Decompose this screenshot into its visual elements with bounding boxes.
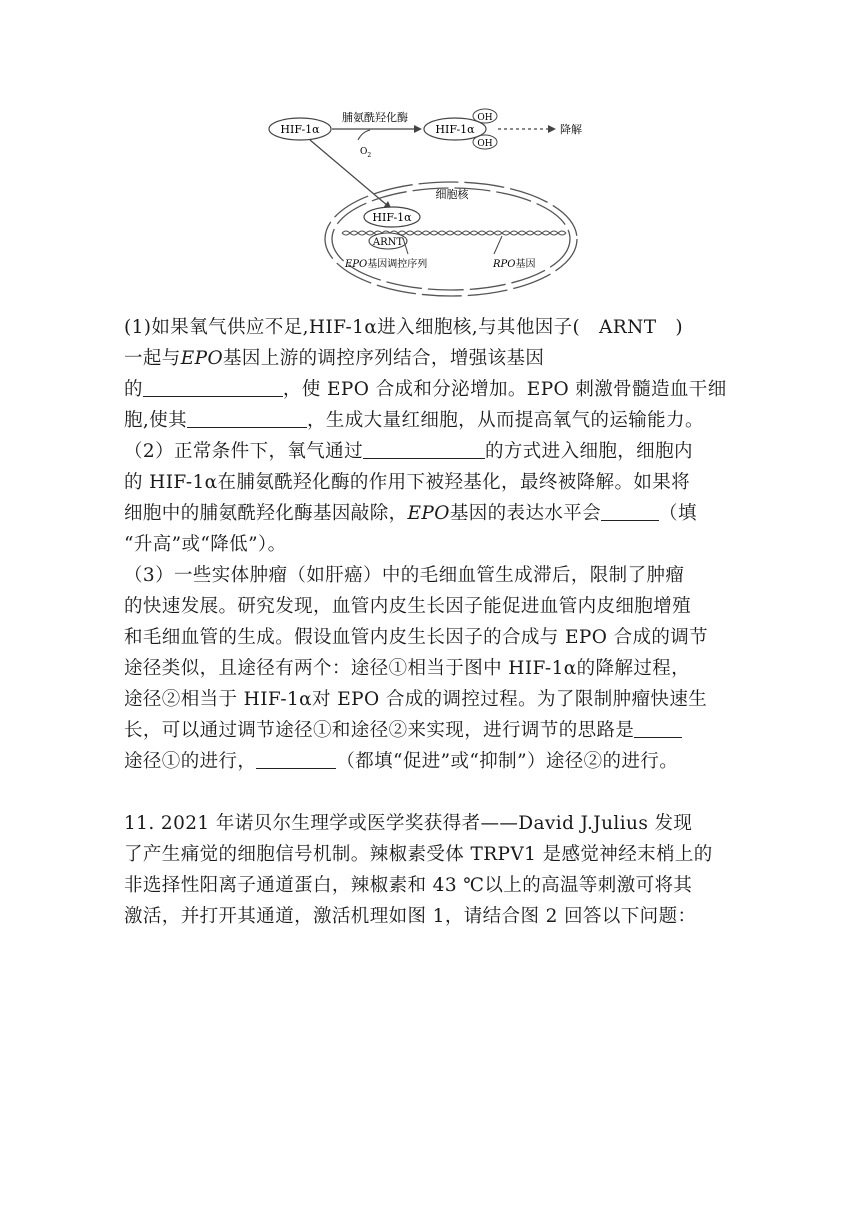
nucleus-inner	[332, 188, 570, 290]
enzyme-label: 脯氨酰羟化酶	[342, 111, 408, 124]
q3-line-6	[124, 715, 744, 746]
q1-line-2-b: 基因上游的调控序列结合，增强该基因	[223, 348, 545, 369]
q1-line-3	[124, 374, 744, 405]
answer-blank-1[interactable]	[143, 376, 283, 397]
q1-line-4	[124, 405, 744, 436]
q2-epo-italic: EPO	[407, 503, 450, 524]
epo-region-label: EPO基因调控序列	[345, 259, 428, 270]
oh-top-label: OH	[477, 113, 493, 123]
answer-blank-4[interactable]	[601, 500, 659, 521]
arrow-into-nucleus	[310, 140, 388, 206]
q1-line-4-b: ，生成大量红细胞，从而提高氧气的运输能力。	[306, 410, 704, 431]
rpo-gene-label: RPO基因	[493, 259, 536, 270]
arrow-head-1	[414, 125, 422, 133]
hif-epo-diagram	[262, 102, 592, 302]
q2-line-4: “升高”或“降低”）。	[124, 534, 287, 555]
q1-line-2-a: 一起与	[124, 348, 181, 369]
q2-line-2: 的 HIF-1α在脯氨酰羟化酶的作用下被羟基化，最终被降解。如果将	[124, 472, 691, 493]
q11-line-4: 激活，并打开其通道，激活机理如图 1，请结合图 2 回答以下问题：	[124, 906, 697, 927]
nucleus-label: 细胞核	[435, 188, 469, 201]
q3-line-3: 和毛细血管的生成。假设血管内皮生长因子的合成与 EPO 合成的调节	[124, 627, 709, 648]
q1-line-1: (1)如果氧气供应不足,HIF-1α进入细胞核,与其他因子( ARNT )	[124, 317, 683, 338]
q11-line-3: 非选择性阳离子通道蛋白，辣椒素和 43 ℃以上的高温等刺激可将其	[124, 875, 693, 896]
o2-label: $O_2$	[360, 147, 372, 159]
q2-line-1-b: 的方式进入细胞，细胞内	[484, 441, 693, 462]
q1-line-2	[124, 343, 744, 374]
question-2	[124, 436, 744, 560]
question-11	[124, 808, 744, 932]
hif-label-nucleus: HIF-1α	[372, 211, 412, 224]
arnt-label: ARNT	[372, 237, 404, 248]
q11-line-1: 11. 2021 年诺贝尔生理学或医学奖获得者——David J.Julius 发现	[124, 813, 693, 834]
q3-line-7	[124, 746, 744, 777]
question-3	[124, 560, 744, 777]
hif-label-left: HIF-1α	[280, 123, 320, 136]
question-1	[124, 312, 744, 436]
q1-line-3-b: ，使 EPO 合成和分泌增加。EPO 刺激骨髓造血干细	[282, 379, 727, 400]
rpo-pointer	[494, 236, 502, 254]
q2-line-1-a: （2）正常条件下，氧气通过	[124, 441, 363, 462]
answer-blank-3[interactable]	[363, 438, 485, 459]
q2-line-3-c: （填	[659, 503, 697, 524]
q1-line-3-a: 的	[124, 379, 143, 400]
q2-line-3	[124, 498, 744, 529]
answer-blank-6[interactable]	[256, 748, 336, 769]
q1-line-4-a: 胞,使其	[124, 410, 187, 431]
degrade-label: 降解	[560, 123, 582, 136]
answer-blank-2[interactable]	[187, 407, 307, 428]
q3-line-2: 的快速发展。研究发现，血管内皮生长因子能促进血管内皮细胞增殖	[124, 596, 692, 617]
q3-line-5: 途径②相当于 HIF-1α对 EPO 合成的调控过程。为了限制肿瘤快速生	[124, 689, 708, 710]
q2-line-3-a: 细胞中的脯氨酰羟化酶基因敲除，	[124, 503, 408, 524]
q3-line-6-a: 长，可以通过调节途径①和途径②来实现，进行调节的思路是	[124, 720, 635, 741]
hif-label-right: HIF-1α	[435, 123, 475, 136]
oh-bottom-label: OH	[477, 139, 493, 149]
diagram-svg	[262, 102, 592, 302]
q3-line-7-a: 途径①的进行，	[124, 751, 257, 772]
arrow-head-2	[548, 125, 556, 133]
q11-line-2: 了产生痛觉的细胞信号机制。辣椒素受体 TRPV1 是感觉神经末梢上的	[124, 844, 713, 865]
q3-line-4: 途径类似，且途径有两个：途径①相当于图中 HIF-1α的降解过程，	[124, 658, 691, 679]
answer-blank-5[interactable]	[634, 717, 682, 738]
q2-line-1	[124, 436, 744, 467]
q3-line-7-b: （都填“促进”或“抑制”）途径②的进行。	[336, 751, 679, 772]
q2-line-3-b: 基因的表达水平会	[449, 503, 602, 524]
o2-arrow	[358, 130, 370, 140]
q3-line-1: （3）一些实体肿瘤（如肝癌）中的毛细血管生成滞后，限制了肿瘤	[124, 565, 685, 586]
q1-epo-italic: EPO	[180, 348, 224, 369]
